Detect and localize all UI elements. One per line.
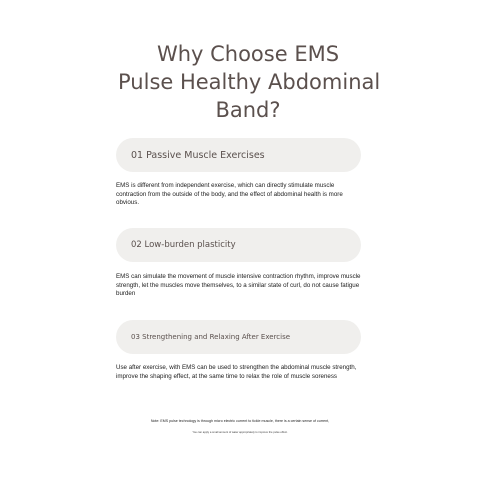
title-line-1: Why Choose EMS	[156, 42, 340, 66]
feature-heading-3-label: 03 Strengthening and Relaxing After Exercise	[131, 333, 291, 341]
title-line-2: Pulse Healthy Abdominal	[118, 70, 381, 94]
feature-description-3: Use after exercise, with EMS can be used to strengthen the abdominal muscle strength, improve the shaping effect, at the same time to relax the role of muscle soreness	[116, 364, 357, 380]
feature-heading-2-label: 02 Low-burden plasticity	[131, 240, 236, 250]
feature-heading-2	[116, 228, 361, 262]
feature-description-2: EMS can simulate the movement of muscle intensive contraction rhythm, improve muscle strength, let the muscles move themselves, to a similar state of curl, do not cause fatigue burden	[116, 273, 361, 298]
page-title	[118, 40, 381, 122]
feature-heading-3	[116, 320, 361, 354]
feature-description-1: EMS is different from independent exercise, which can directly stimulate muscle contraction from the outside of the body, and the effect of abdominal health is more obvious.	[116, 182, 343, 207]
feature-heading-1-label: 01 Passive Muscle Exercises	[131, 149, 265, 161]
usage-note: Note: EMS pulse technology is through micro electric current to tickle muscle, there is a certain sense of current,	[150, 419, 330, 423]
feature-heading-1	[116, 138, 361, 172]
usage-tip: You can apply a small amount of water appropriately to improve the pulse effect.	[192, 431, 288, 434]
title-line-3: Band?	[215, 98, 281, 122]
